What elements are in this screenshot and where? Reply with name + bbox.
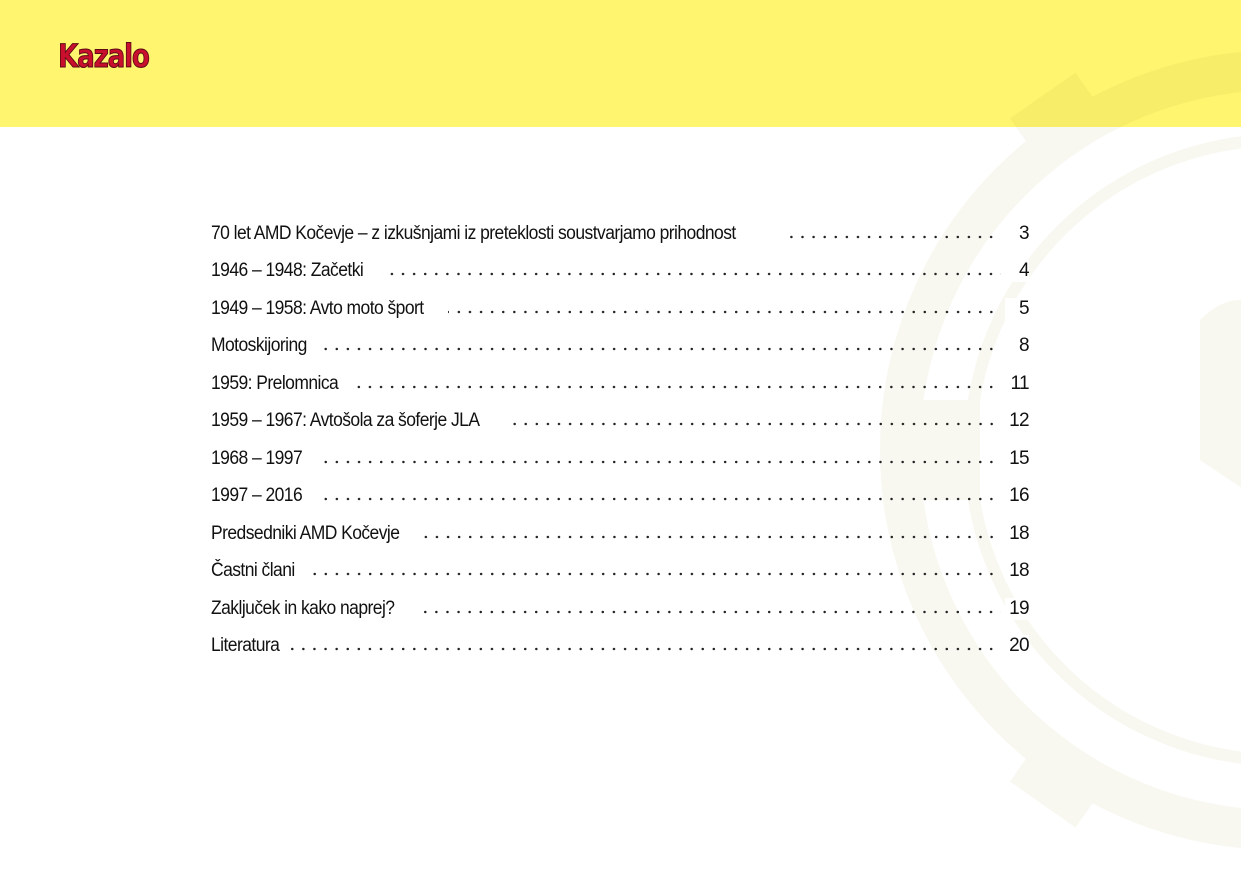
toc-entry[interactable] (211, 478, 1029, 516)
toc-entry-page-number: 18 (1005, 523, 1029, 545)
toc-entry-page-number: 16 (1005, 485, 1029, 507)
toc-entry-page-number: 11 (1005, 373, 1029, 395)
toc-entry-title: 1949 – 1958: Avto moto šport (211, 298, 429, 320)
toc-entry[interactable] (211, 553, 1029, 591)
toc-dot-leader (316, 449, 1001, 469)
toc-entry-title: Predsedniki AMD Kočevje (211, 523, 405, 545)
page-title: Kazalo (58, 37, 149, 75)
toc-dot-leader (355, 374, 1001, 394)
toc-entry[interactable] (211, 328, 1029, 366)
toc-dot-leader (416, 599, 1001, 619)
toc-entry-title: Literatura (211, 635, 285, 657)
toc-entry-title: 70 let AMD Kočevje – z izkušnjami iz preteklosti soustvarjamo prihodnost (211, 223, 741, 245)
toc-entry-page-number: 15 (1005, 448, 1029, 470)
toc-entry[interactable] (211, 440, 1029, 478)
toc-entry-title: Motoskijoring (211, 335, 312, 357)
table-of-contents (211, 215, 1029, 665)
toc-entry[interactable] (211, 365, 1029, 403)
toc-entry-title: 1959 – 1967: Avtošola za šoferje JLA (211, 410, 485, 432)
toc-dot-leader (787, 224, 1001, 244)
toc-dot-leader (316, 486, 1001, 506)
header-band (0, 0, 1241, 127)
toc-entry-page-number: 8 (1005, 335, 1029, 357)
toc-entry-page-number: 19 (1005, 598, 1029, 620)
toc-entry[interactable] (211, 215, 1029, 253)
toc-dot-leader (382, 261, 1001, 281)
toc-entry-title: 1968 – 1997 (211, 448, 308, 470)
toc-dot-leader (291, 636, 1001, 656)
toc-entry-title: 1959: Prelomnica (211, 373, 344, 395)
toc-entry-page-number: 20 (1005, 635, 1029, 657)
toc-entry[interactable] (211, 253, 1029, 291)
toc-dot-leader (422, 524, 1001, 544)
toc-dot-leader (308, 561, 1001, 581)
toc-entry-page-number: 3 (1005, 223, 1029, 245)
toc-entry[interactable] (211, 628, 1029, 666)
toc-dot-leader (321, 336, 1001, 356)
toc-entry-page-number: 12 (1005, 410, 1029, 432)
toc-entry-title: Zaključek in kako naprej? (211, 598, 400, 620)
toc-dot-leader (509, 411, 1001, 431)
toc-entry-title: Častni člani (211, 560, 300, 582)
toc-entry-title: 1946 – 1948: Začetki (211, 260, 369, 282)
toc-entry-page-number: 18 (1005, 560, 1029, 582)
toc-entry[interactable] (211, 590, 1029, 628)
toc-entry-page-number: 5 (1005, 298, 1029, 320)
toc-dot-leader (448, 299, 1001, 319)
toc-entry[interactable] (211, 515, 1029, 553)
toc-entry[interactable] (211, 403, 1029, 441)
toc-entry[interactable] (211, 290, 1029, 328)
toc-entry-page-number: 4 (1005, 260, 1029, 282)
toc-entry-title: 1997 – 2016 (211, 485, 308, 507)
